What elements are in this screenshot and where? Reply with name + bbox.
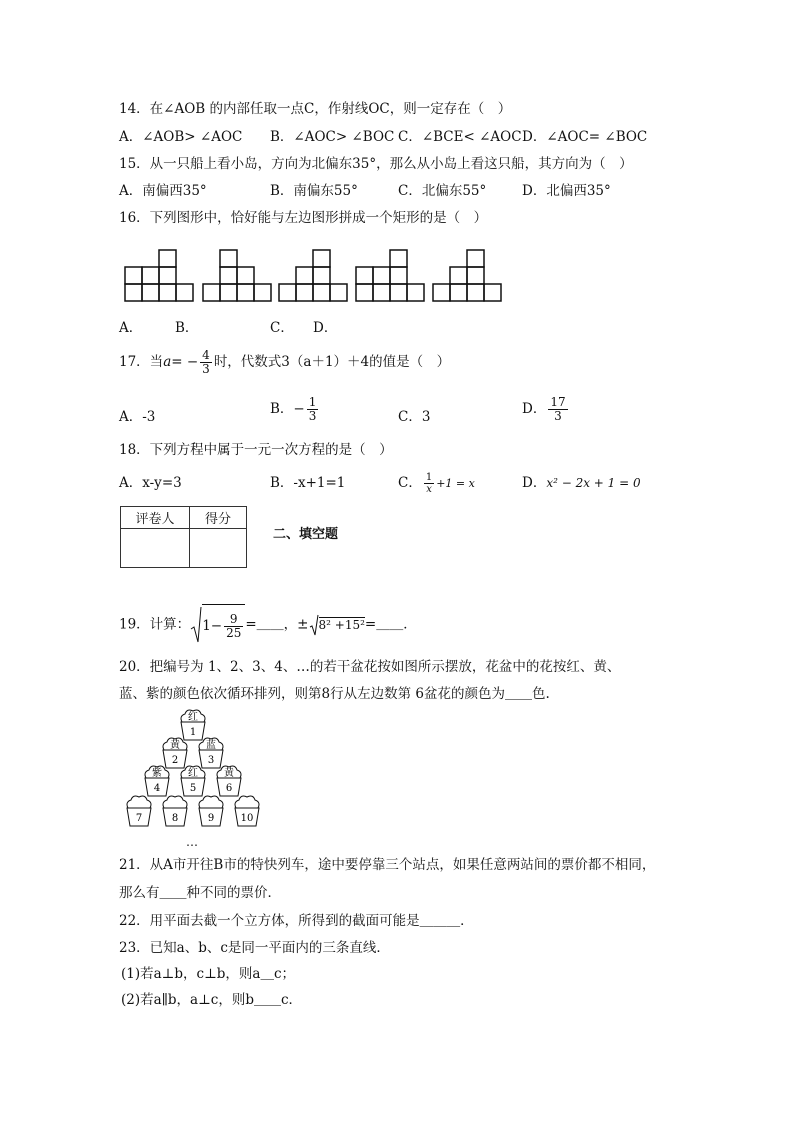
q16-label-c: C． — [270, 320, 294, 336]
pot-number-label: 6 — [225, 783, 233, 794]
q15-option-c: C．北偏东55° — [398, 183, 487, 199]
q17-stem — [119, 345, 450, 379]
q20-line1: 20．把编号为 1、2、3、4、…的若干盆花按如图所示摆放，花盆中的花按红、黄、 — [119, 659, 621, 675]
q15-option-b: B．南偏东55° — [270, 183, 358, 199]
q14-option-a: A．∠AOB> ∠AOC — [119, 129, 243, 145]
flower-pot — [199, 796, 223, 826]
q18-optc-prefix: C． — [398, 475, 422, 491]
q14-option-b: B．∠AOC> ∠BOC — [270, 129, 395, 145]
q17-option-a: A．-3 — [119, 409, 156, 425]
q23-part1: (1)若a⊥b，c⊥b，则a＿c； — [121, 966, 296, 982]
q15-stem: 15．从一只船上看小岛，方向为北偏东35°，那么从小岛上看这只船，其方向为（ ） — [119, 156, 633, 172]
q17-optb-fraction — [307, 396, 319, 423]
q19-stem — [119, 604, 417, 646]
flower-head — [163, 796, 187, 808]
pot-number-label: 5 — [189, 783, 197, 794]
pot-number-label: 9 — [207, 813, 215, 824]
q16-figures — [120, 248, 505, 306]
flower-pot — [199, 738, 223, 768]
score-table-score-header: 得分 — [190, 507, 247, 529]
q18-optd-prefix: D． — [522, 475, 547, 491]
q18-optc-num: 1 — [425, 472, 433, 483]
q19-sqrt1-lead: 1− — [202, 618, 223, 634]
q18-optd-expr: x² − 2x + 1 = 0 — [546, 476, 641, 490]
q17-variable: a — [163, 354, 172, 370]
q18-option-a: A．x-y=3 — [119, 475, 182, 491]
q16-label-b: B． — [175, 320, 199, 336]
q16-stem: 16．下列图形中，恰好能与左边图形拼成一个矩形的是（ ） — [119, 210, 488, 226]
q17-optb-prefix: B．− — [270, 401, 305, 417]
pot-number-label: 7 — [135, 813, 143, 824]
pot-number-label: 2 — [171, 755, 179, 766]
q14-option-d: D．∠AOC= ∠BOC — [522, 129, 648, 145]
q17-optb-num: 1 — [308, 395, 317, 409]
score-table-grader-cell[interactable] — [121, 529, 190, 568]
flower-pot-figure — [125, 708, 265, 848]
flower-pot — [217, 766, 241, 796]
q17-option-c: C．3 — [398, 409, 431, 425]
q19-sqrt2: 8² +15² — [318, 617, 365, 632]
q21-line2: 那么有＿＿种不同的票价． — [119, 885, 281, 901]
score-table — [120, 506, 247, 568]
pot-number-label: 1 — [189, 727, 197, 738]
pot-color-label: 黄 — [170, 740, 180, 751]
q15-option-a: A．南偏西35° — [119, 183, 207, 199]
pot-number-label: 8 — [171, 813, 179, 824]
q16-label-a: A． — [119, 320, 143, 336]
q19-prefix: 19．计算： — [119, 616, 191, 633]
q16-label-d: D． — [313, 320, 338, 336]
q19-mid: =＿＿，± — [245, 616, 309, 633]
q19-sqrt2-radical — [309, 614, 319, 636]
score-table-grader-header: 评卷人 — [121, 507, 190, 529]
flower-pot — [181, 766, 205, 796]
q16-figure-a — [203, 250, 271, 301]
q18-option-b: B．-x+1=1 — [270, 475, 346, 491]
q18-option-c — [398, 466, 475, 501]
q16-left-figure — [125, 250, 193, 301]
q17-option-b — [270, 392, 320, 426]
q16-figure-c — [356, 250, 424, 301]
q23-stem: 23．已知a、b、c是同一平面内的三条直线． — [119, 940, 390, 956]
section-title: 二、填空题 — [273, 527, 339, 542]
q19-tail: =＿＿． — [364, 616, 417, 633]
pot-color-label: 红 — [188, 768, 198, 779]
q21-line1: 21．从A市开往B市的特快列车，途中要停靠三个站点，如果任意两站间的票价都不相同， — [119, 857, 656, 873]
q16-figure-b — [279, 250, 347, 301]
pot-color-label: 紫 — [152, 768, 162, 779]
flower-pot — [163, 796, 187, 826]
q20-line2: 蓝、紫的颜色依次循环排列，则第8行从左边数第 6盆花的颜色为＿＿色. — [119, 686, 550, 702]
q18-stem: 18．下列方程中属于一元一次方程的是（ ） — [119, 442, 393, 458]
q15-option-d: D．北偏西35° — [522, 183, 611, 199]
q17-frac-den: 3 — [202, 362, 210, 376]
q17-optd-den: 3 — [554, 409, 562, 423]
q17-optd-fraction — [548, 396, 567, 423]
q19-sqrt1 — [190, 604, 245, 646]
flower-pot — [127, 796, 151, 826]
pot-color-label: 黄 — [224, 768, 234, 779]
pot-number-label: 3 — [207, 755, 215, 766]
flower-head — [199, 796, 223, 808]
q14-option-c: C．∠BCE< ∠AOC — [398, 129, 522, 145]
q19-frac-den: 25 — [226, 626, 242, 640]
q18-optc-den: x — [426, 484, 432, 495]
score-table-score-cell[interactable] — [190, 529, 247, 568]
q17-optb-den: 3 — [308, 409, 317, 423]
q18-optc-suffix: +1 = x — [436, 477, 475, 490]
pot-number-label: 10 — [240, 813, 254, 824]
q19-sqrt1-radical — [190, 605, 202, 645]
q17-optd-prefix: D． — [522, 401, 547, 417]
q17-suffix: 时，代数式3（a＋1）＋4的值是（ ） — [213, 354, 451, 370]
flower-pot — [145, 766, 169, 796]
flower-pot — [181, 710, 205, 740]
pot-number-label: 4 — [153, 783, 161, 794]
pot-color-label: 红 — [188, 712, 198, 723]
q18-optc-fraction — [424, 472, 434, 495]
q17-eq: = − — [171, 354, 199, 370]
q17-option-d — [522, 392, 570, 426]
flower-head — [127, 796, 151, 808]
q19-fraction — [224, 613, 243, 640]
q22-stem: 22．用平面去截一个立方体，所得到的截面可能是＿＿＿． — [119, 913, 474, 929]
q16-figure-d — [433, 250, 501, 301]
q17-optd-num: 17 — [550, 395, 566, 409]
flower-pot — [163, 738, 187, 768]
flower-head — [235, 796, 259, 808]
q18-option-d — [522, 474, 641, 492]
q20-ellipsis: … — [186, 835, 198, 849]
flower-pot — [235, 796, 259, 826]
pot-color-label: 蓝 — [206, 740, 216, 751]
q17-prefix: 17．当 — [119, 354, 164, 370]
q19-frac-num: 9 — [224, 613, 243, 627]
q17-fraction — [200, 349, 212, 376]
q17-frac-num: 4 — [202, 348, 210, 362]
q14-stem: 14．在∠AOB 的内部任取一点C，作射线OC，则一定存在（ ） — [119, 101, 512, 117]
q23-part2: (2)若a∥b，a⊥c，则b＿＿c． — [121, 992, 303, 1008]
